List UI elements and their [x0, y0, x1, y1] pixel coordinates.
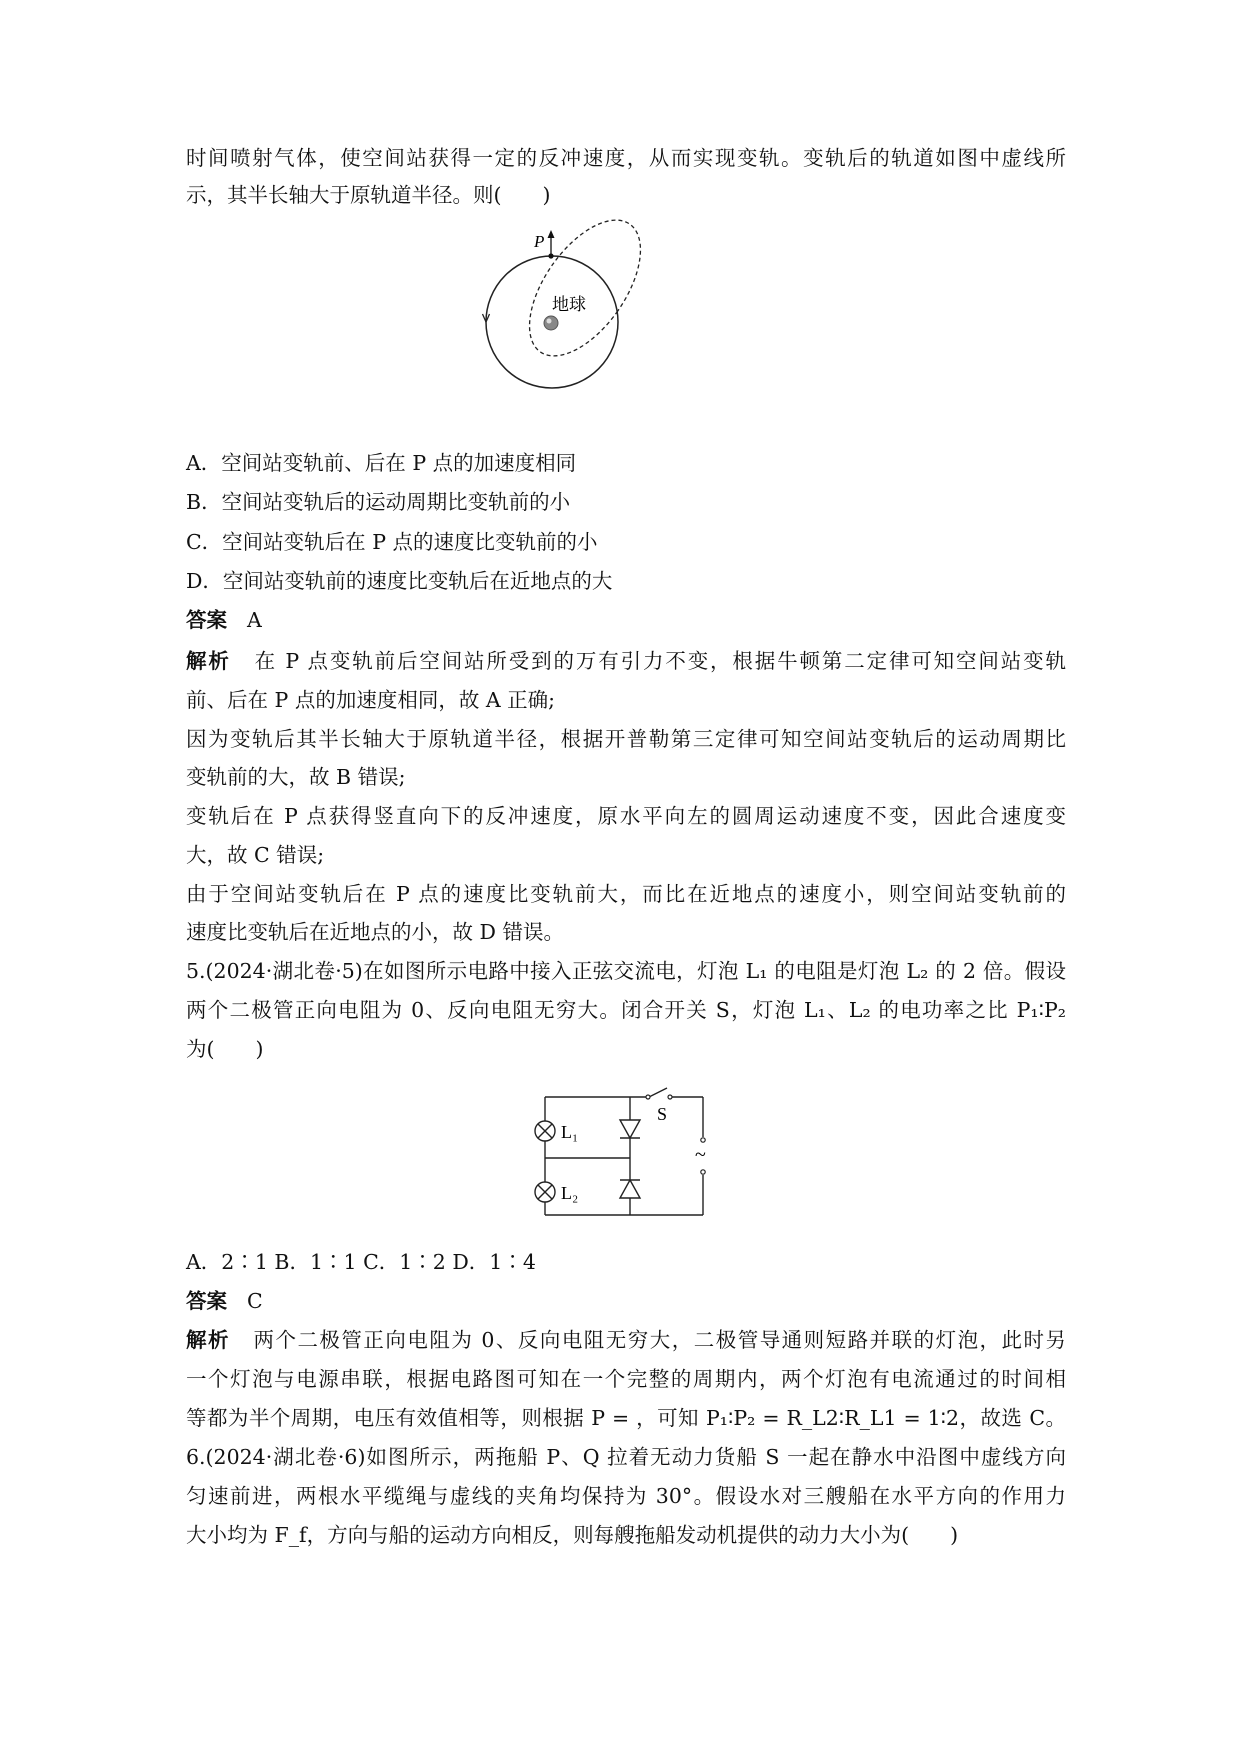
q5-answer-value: C	[247, 1289, 263, 1313]
orbit-figure	[470, 218, 720, 403]
q5-answer-line	[186, 1291, 1066, 1312]
q5-analysis-label: 解析	[186, 1328, 230, 1352]
q4-analysis-line-6: 大，故 C 错误;	[186, 843, 325, 867]
l2-label: L₂	[561, 1183, 579, 1203]
earth-label: 地球	[552, 295, 586, 315]
q4-analysis-line-5: 变轨后在 P 点获得竖直向下的反冲速度，原水平向左的圆周运动速度不变，因此合速度变	[186, 804, 1066, 828]
q4-option-d: D．空间站变轨前的速度比变轨后在近地点的大	[186, 569, 613, 593]
switch-contact-right	[668, 1095, 672, 1099]
q6-stem-line-3: 大小均为 F_f，方向与船的运动方向相反，则每艘拖船发动机提供的动力大小为( )	[186, 1523, 959, 1547]
ac-source-label: ~	[695, 1144, 706, 1166]
q4-analysis-line-4: 变轨前的大，故 B 错误;	[186, 765, 406, 789]
circuit-figure	[525, 1085, 715, 1225]
source-terminal-top	[701, 1138, 705, 1142]
q5-stem-line-2: 两个二极管正向电阻为 0、反向电阻无穷大。闭合开关 S，灯泡 L₁、L₂ 的电功率之比 P₁∶P₂	[186, 998, 1066, 1022]
q5-stem-line-3: 为( )	[186, 1037, 264, 1061]
earth-sphere	[544, 316, 558, 330]
q4-option-c: C．空间站变轨后在 P 点的速度比变轨前的小	[186, 530, 598, 554]
q5-analysis-line-2: 一个灯泡与电源串联，根据电路图可知在一个完整的周期内，两个灯泡有电流通过的时间相	[186, 1367, 1066, 1391]
switch-label: S	[657, 1104, 668, 1124]
q4-analysis-line-2: 前、后在 P 点的加速度相同，故 A 正确;	[186, 688, 556, 712]
q5-answer-label: 答案	[186, 1289, 227, 1313]
q4-stem-line-1: 时间喷射气体，使空间站获得一定的反冲速度，从而实现变轨。变轨后的轨道如图中虚线所	[186, 146, 1066, 170]
q5-stem-line-1: 5.(2024·湖北卷·5)在如图所示电路中接入正弦交流电，灯泡 L₁ 的电阻是灯泡 L₂ 的 2 倍。假设	[186, 959, 1066, 983]
q5-options: A．2∶1 B．1∶1 C．1∶2 D．1∶4	[186, 1250, 536, 1274]
q4-analysis-line-7: 由于空间站变轨后在 P 点的速度比变轨前大，而比在近地点的速度小，则空间站变轨前的	[186, 882, 1066, 906]
q5-analysis-line-3: 等都为半个周期，电压有效值相等，则根据 P = ，可知 P₁∶P₂ = R_L2∶R_L1 = 1∶2，故选 C。	[186, 1406, 1066, 1430]
q4-option-b: B．空间站变轨后的运动周期比变轨前的小	[186, 490, 571, 514]
l1-label: L₁	[561, 1122, 579, 1142]
q4-analysis-text-1: 在 P 点变轨前后空间站所受到的万有引力不变，根据牛顿第二定律可知空间站变轨	[252, 649, 1067, 673]
diode-top-icon	[620, 1120, 640, 1138]
q5-analysis-text-1: 两个二极管正向电阻为 0、反向电阻无穷大，二极管导通则短路并联的灯泡，此时另	[251, 1328, 1067, 1352]
q4-analysis-line-1	[186, 651, 1066, 672]
q4-answer-label: 答案	[186, 608, 227, 632]
q4-answer-line	[186, 610, 1066, 631]
lamp-l1-icon	[535, 1121, 555, 1141]
p-label: P	[534, 232, 545, 251]
diode-bottom-icon	[620, 1180, 640, 1198]
lamp-l2-icon	[535, 1182, 555, 1202]
q6-stem-line-1: 6.(2024·湖北卷·6)如图所示，两拖船 P、Q 拉着无动力货船 S 一起在静水中沿图中虚线方向	[186, 1445, 1066, 1469]
earth-highlight	[547, 319, 552, 324]
q4-option-a: A．空间站变轨前、后在 P 点的加速度相同	[186, 451, 577, 475]
q5-analysis-line-1	[186, 1330, 1066, 1351]
q4-answer-value: A	[247, 608, 262, 632]
q6-stem-line-2: 匀速前进，两根水平缆绳与虚线的夹角均保持为 30°。假设水对三艘船在水平方向的作用力	[186, 1484, 1066, 1508]
velocity-arrow-head	[548, 230, 555, 238]
source-terminal-bottom	[701, 1170, 705, 1174]
q4-stem-line-2: 示，其半长轴大于原轨道半径。则( )	[186, 183, 551, 207]
q4-analysis-line-8: 速度比变轨后在近地点的小，故 D 错误。	[186, 920, 564, 944]
switch-contact-left	[646, 1095, 650, 1099]
q4-analysis-line-3: 因为变轨后其半长轴大于原轨道半径，根据开普勒第三定律可知空间站变轨后的运动周期比	[186, 727, 1066, 751]
q4-analysis-label: 解析	[186, 649, 231, 673]
